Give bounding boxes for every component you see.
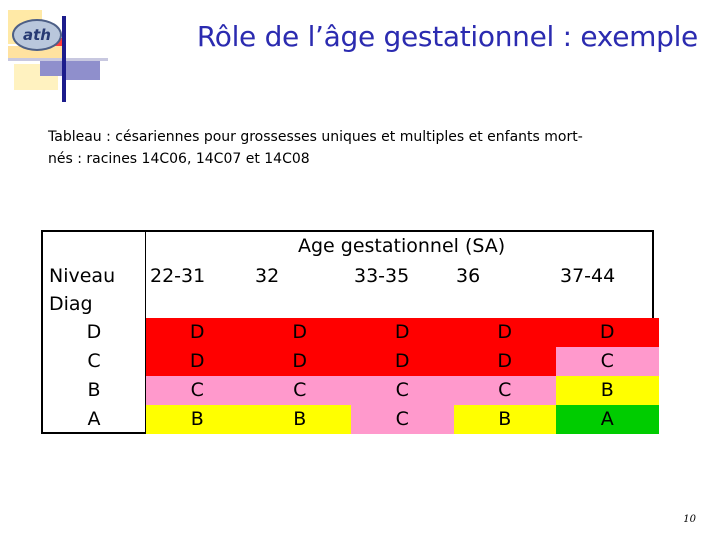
row-label: D [43,318,146,347]
row-label: A [43,405,146,434]
table-row [43,405,652,434]
age-header [146,232,652,318]
table-cell: D [351,318,454,347]
table-cell: D [146,347,249,376]
page-number: 10 [683,514,696,525]
age-gestationnel-label: Age gestationnel (SA) [298,235,506,257]
table-cell: B [454,405,557,434]
table-row [43,318,652,347]
niveau-diag-header [43,232,146,318]
caption-line-1: Tableau : césariennes pour grossesses uniques et multiples et enfants mort- [48,129,583,145]
gestational-age-table [41,230,654,434]
table-cell: B [249,405,352,434]
table-row [43,376,652,405]
header-diag: Diag [49,293,93,315]
table-cell: D [249,318,352,347]
table-cell: C [146,376,249,405]
table-cell: B [556,376,659,405]
page-title: Rôle de l’âge gestationnel : exemple [196,20,698,53]
header-niveau: Niveau [49,265,116,287]
logo-badge: ath [12,19,62,51]
table-cell: C [454,376,557,405]
table-row [43,347,652,376]
table-cell: C [351,376,454,405]
logo [0,0,110,105]
table-cell: D [351,347,454,376]
table-cell: D [146,318,249,347]
group-37-44: 37-44 [560,265,616,287]
table-cell: D [556,318,659,347]
caption-line-2: nés : racines 14C06, 14C07 et 14C08 [48,151,310,167]
row-label: B [43,376,146,405]
group-22-31: 22-31 [150,265,206,287]
table-body [43,318,652,432]
table-cell: B [146,405,249,434]
table-cell: D [249,347,352,376]
table-cell: C [249,376,352,405]
row-label: C [43,347,146,376]
table-cell: D [454,318,557,347]
group-36: 36 [456,265,481,287]
group-32: 32 [255,265,280,287]
table-cell: C [556,347,659,376]
group-33-35: 33-35 [354,265,410,287]
table-caption [48,126,673,170]
table-cell: A [556,405,659,434]
table-cell: D [454,347,557,376]
table-cell: C [351,405,454,434]
